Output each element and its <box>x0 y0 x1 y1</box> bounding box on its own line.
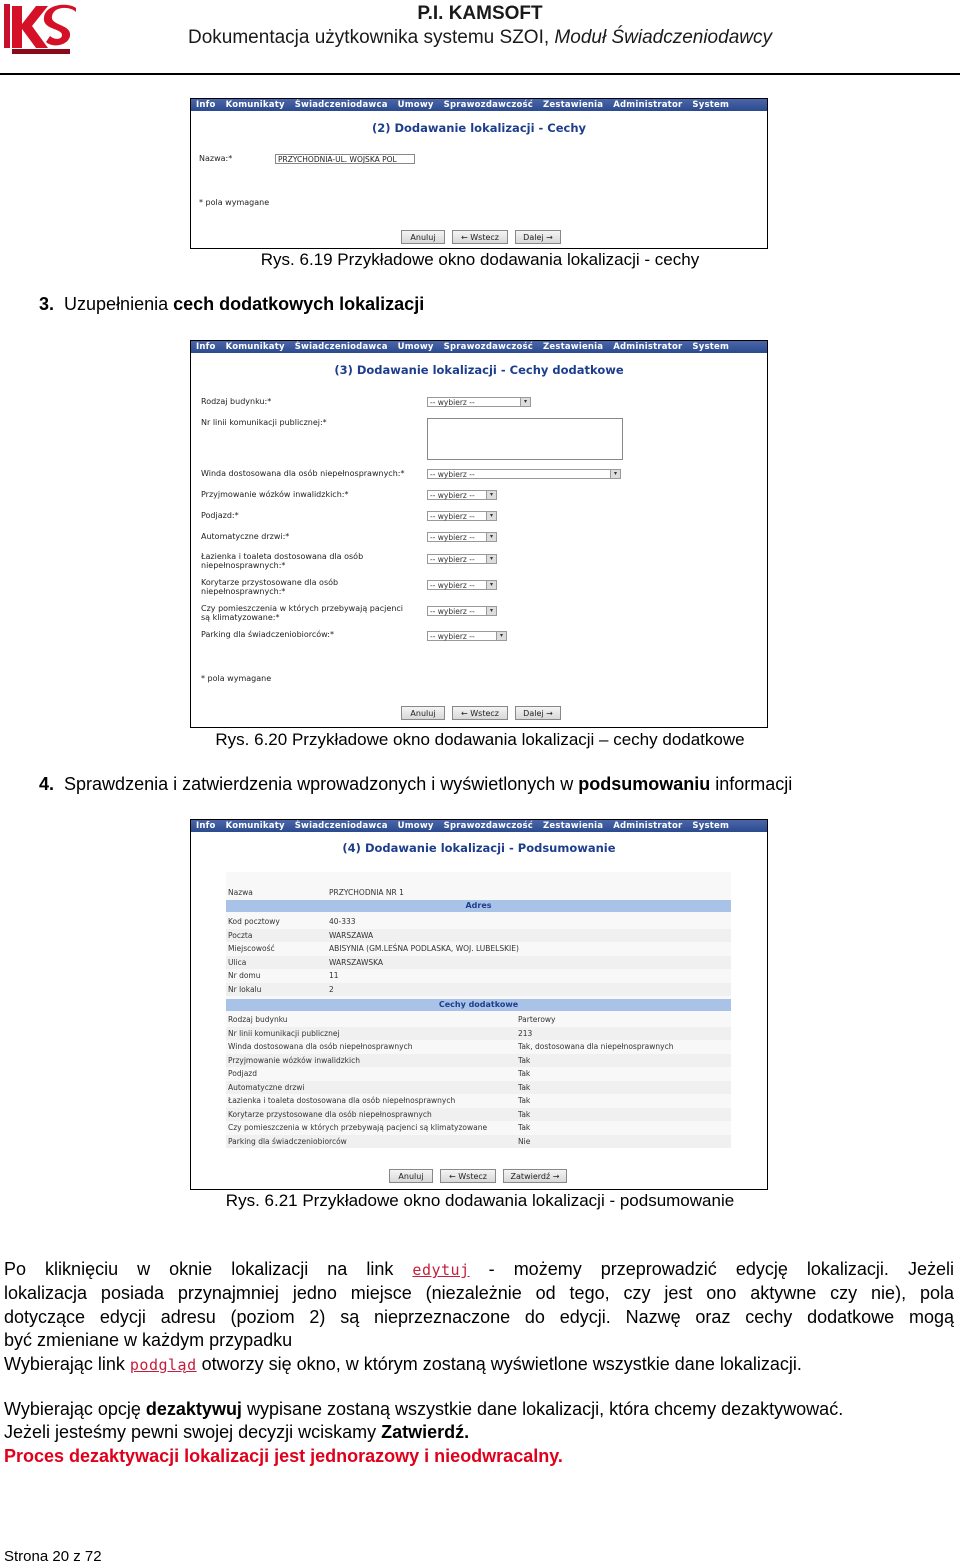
corridors-select[interactable]: -- wybierz -- ▾ <box>427 580 497 590</box>
screenshot-summary <box>190 819 768 1190</box>
table-row: Łazienka i toaleta dostosowana dla osób niepełnosprawnych Tak <box>228 1096 531 1105</box>
figure-caption: Rys. 6.19 Przykładowe okno dodawania lokalizacji - cechy <box>260 250 700 269</box>
menu-zestawienia[interactable]: Zestawienia <box>543 100 604 110</box>
required-note: * pola wymagane <box>201 674 272 683</box>
building-type-label: Rodzaj budynku:* <box>201 397 272 406</box>
menu-umowy[interactable]: Umowy <box>397 821 434 831</box>
section-heading: 3. Uzupełnienia cech dodatkowych lokalizacji <box>39 294 425 314</box>
screenshot-additional-features <box>190 340 768 728</box>
elevator-label: Winda dostosowana dla osób niepełnosprawnych:* <box>201 469 405 478</box>
text-line: lokalizacja posiada przynajmniej jedno miejsce (niezależnie od tego, czy jest ono aktywne czy nie), pola <box>4 1283 954 1304</box>
menu-administrator[interactable]: Administrator <box>613 821 683 831</box>
screenshot-features <box>190 98 768 249</box>
text-line: być zmieniane w każdym przypadku <box>4 1330 293 1351</box>
table-row: Przyjmowanie wózków inwalidzkich Tak <box>226 1054 731 1067</box>
summary-table <box>226 872 731 1148</box>
table-row: Winda dostosowana dla osób niepełnosprawnych Tak, dostosowana dla niepełnosprawnych <box>228 1042 674 1051</box>
driveway-select[interactable]: -- wybierz -- ▾ <box>427 511 497 521</box>
menu-system[interactable]: System <box>692 821 729 831</box>
edit-link[interactable]: edytuj <box>412 1261 470 1279</box>
table-row: Rodzaj budynku Parterowy <box>228 1015 556 1024</box>
address-header: Adres <box>226 900 731 912</box>
driveway-label: Podjazd:* <box>201 511 239 520</box>
menu-sprawozdawczosc[interactable]: Sprawozdawczość <box>443 100 534 110</box>
table-row: Nr lokalu 2 <box>226 983 731 996</box>
document-title: Dokumentacja użytkownika systemu SZOI, Moduł Świadczeniodawcy <box>188 27 772 48</box>
text-line: Jeżeli jesteśmy pewni swojej decyzji wciskamy Zatwierdź. <box>4 1422 470 1443</box>
name-label: Nazwa:* <box>199 154 233 163</box>
auto-doors-label: Automatyczne drzwi:* <box>201 532 290 541</box>
form-title: (3) Dodawanie lokalizacji - Cechy dodatkowe <box>334 363 624 377</box>
aircon-label: Czy pomieszczenia w których przebywają pacjenci są klimatyzowane:* <box>201 604 404 622</box>
back-button[interactable]: ← Wstecz <box>440 1169 496 1183</box>
text-line: dotyczące edycji adresu (poziom 2) są nieprzeznaczone do edycji. Nazwę oraz cechy dodatkowe mogą <box>4 1306 954 1327</box>
preview-line: Wybierając link podgląd otworzy się okno, w którym zostaną wyświetlone wszystkie dane lokalizacji. <box>4 1353 954 1377</box>
features-header: Cechy dodatkowe <box>226 999 731 1011</box>
next-button[interactable]: Dalej → <box>515 706 561 720</box>
back-button[interactable]: ← Wstecz <box>452 706 508 720</box>
table-row: Kod pocztowy 40-333 <box>228 917 356 926</box>
edit-paragraph <box>4 1258 954 1377</box>
menu-bar <box>191 820 767 832</box>
preview-link[interactable]: podgląd <box>129 1355 197 1374</box>
menu-zestawienia[interactable]: Zestawienia <box>543 821 604 831</box>
warning-text: Proces dezaktywacji lokalizacji jest jednorazowy i nieodwracalny. <box>4 1445 563 1466</box>
menu-system[interactable]: System <box>692 100 729 110</box>
menu-umowy[interactable]: Umowy <box>397 342 434 352</box>
cancel-button[interactable]: Anuluj <box>389 1169 433 1183</box>
menu-swiadczeniodawca[interactable]: Świadczeniodawca <box>294 100 388 110</box>
menu-administrator[interactable]: Administrator <box>613 342 683 352</box>
cancel-button[interactable]: Anuluj <box>401 230 445 244</box>
parking-label: Parking dla świadczeniobiorców:* <box>201 630 334 639</box>
elevator-select[interactable]: -- wybierz -- ▾ <box>427 469 621 479</box>
table-row: Nazwa PRZYCHODNIA NR 1 <box>228 888 404 897</box>
cancel-button[interactable]: Anuluj <box>401 706 445 720</box>
table-row: Miejscowość ABISYNIA (GM.LEŚNA PODLASKA, WOJ. LUBELSKIE) <box>228 944 519 953</box>
menu-system[interactable]: System <box>692 342 729 352</box>
parking-select[interactable]: -- wybierz -- ▾ <box>427 631 507 641</box>
required-note: * pola wymagane <box>199 198 270 207</box>
bathroom-select[interactable]: -- wybierz -- ▾ <box>427 554 497 564</box>
form-title: (4) Dodawanie lokalizacji - Podsumowanie <box>342 841 616 855</box>
menu-bar <box>191 341 767 353</box>
building-type-select[interactable]: -- wybierz -- ▾ <box>427 397 531 407</box>
menu-swiadczeniodawca[interactable]: Świadczeniodawca <box>294 342 388 352</box>
text-line: Po kliknięciu w oknie lokalizacji na link edytuj - możemy przeprowadzić edycję lokalizacji. Jeżeli <box>4 1258 954 1282</box>
company-name: P.I. KAMSOFT <box>417 3 543 24</box>
aircon-select[interactable]: -- wybierz -- ▾ <box>427 606 497 616</box>
table-row: Nr linii komunikacji publicznej 213 <box>226 1027 731 1040</box>
figure-caption: Rys. 6.20 Przykładowe okno dodawania lokalizacji – cechy dodatkowe <box>215 730 745 749</box>
menu-zestawienia[interactable]: Zestawienia <box>543 342 604 352</box>
menu-komunikaty[interactable]: Komunikaty <box>225 100 285 110</box>
menu-komunikaty[interactable]: Komunikaty <box>225 821 285 831</box>
menu-sprawozdawczosc[interactable]: Sprawozdawczość <box>443 342 534 352</box>
confirm-button[interactable]: Zatwierdź → <box>503 1169 567 1183</box>
bus-line-label: Nr linii komunikacji publicznej:* <box>201 418 327 427</box>
bus-line-textarea[interactable] <box>427 418 623 460</box>
wheelchair-select[interactable]: -- wybierz -- ▾ <box>427 490 497 500</box>
name-input[interactable]: PRZYCHODNIA-UL. WOJSKA POL <box>275 154 415 164</box>
auto-doors-select[interactable]: -- wybierz -- ▾ <box>427 532 497 542</box>
wheelchair-label: Przyjmowanie wózków inwalidzkich:* <box>201 490 349 499</box>
text-line: Wybierając opcję dezaktywuj wypisane zostaną wszystkie dane lokalizacji, która chcemy dezaktywować. <box>4 1399 844 1419</box>
table-row: Podjazd Tak <box>228 1069 531 1078</box>
menu-swiadczeniodawca[interactable]: Świadczeniodawca <box>294 821 388 831</box>
menu-info[interactable]: Info <box>196 100 216 110</box>
table-row: Ulica WARSZAWSKA <box>226 956 731 969</box>
table-row: Korytarze przystosowane dla osób niepełnosprawnych Tak <box>226 1108 731 1121</box>
page-number: Strona 20 z 72 <box>4 1548 102 1565</box>
table-row: Nr domu 11 <box>228 971 339 980</box>
section-heading: 4. Sprawdzenia i zatwierdzenia wprowadzonych i wyświetlonych w podsumowaniu informacji <box>39 774 793 794</box>
menu-info[interactable]: Info <box>196 821 216 831</box>
menu-umowy[interactable]: Umowy <box>397 100 434 110</box>
bathroom-label: Łazienka i toaleta dostosowana dla osób niepełnosprawnych:* <box>201 552 364 570</box>
table-row: Czy pomieszczenia w których przebywają pacjenci są klimatyzowane Tak <box>228 1123 531 1132</box>
menu-komunikaty[interactable]: Komunikaty <box>225 342 285 352</box>
menu-bar <box>191 99 767 111</box>
menu-info[interactable]: Info <box>196 342 216 352</box>
corridors-label: Korytarze przystosowane dla osób niepełnosprawnych:* <box>201 578 339 596</box>
table-row: Automatyczne drzwi Tak <box>226 1081 731 1094</box>
next-button[interactable]: Dalej → <box>515 230 561 244</box>
table-row: Poczta WARSZAWA <box>226 929 731 942</box>
back-button[interactable]: ← Wstecz <box>452 230 508 244</box>
deactivate-paragraph <box>4 1398 954 1468</box>
table-row: Parking dla świadczeniobiorców Nie <box>226 1135 731 1148</box>
menu-administrator[interactable]: Administrator <box>613 100 683 110</box>
figure-caption: Rys. 6.21 Przykładowe okno dodawania lokalizacji - podsumowanie <box>225 1191 735 1210</box>
menu-sprawozdawczosc[interactable]: Sprawozdawczość <box>443 821 534 831</box>
header-divider <box>0 73 960 75</box>
form-title: (2) Dodawanie lokalizacji - Cechy <box>371 121 587 135</box>
